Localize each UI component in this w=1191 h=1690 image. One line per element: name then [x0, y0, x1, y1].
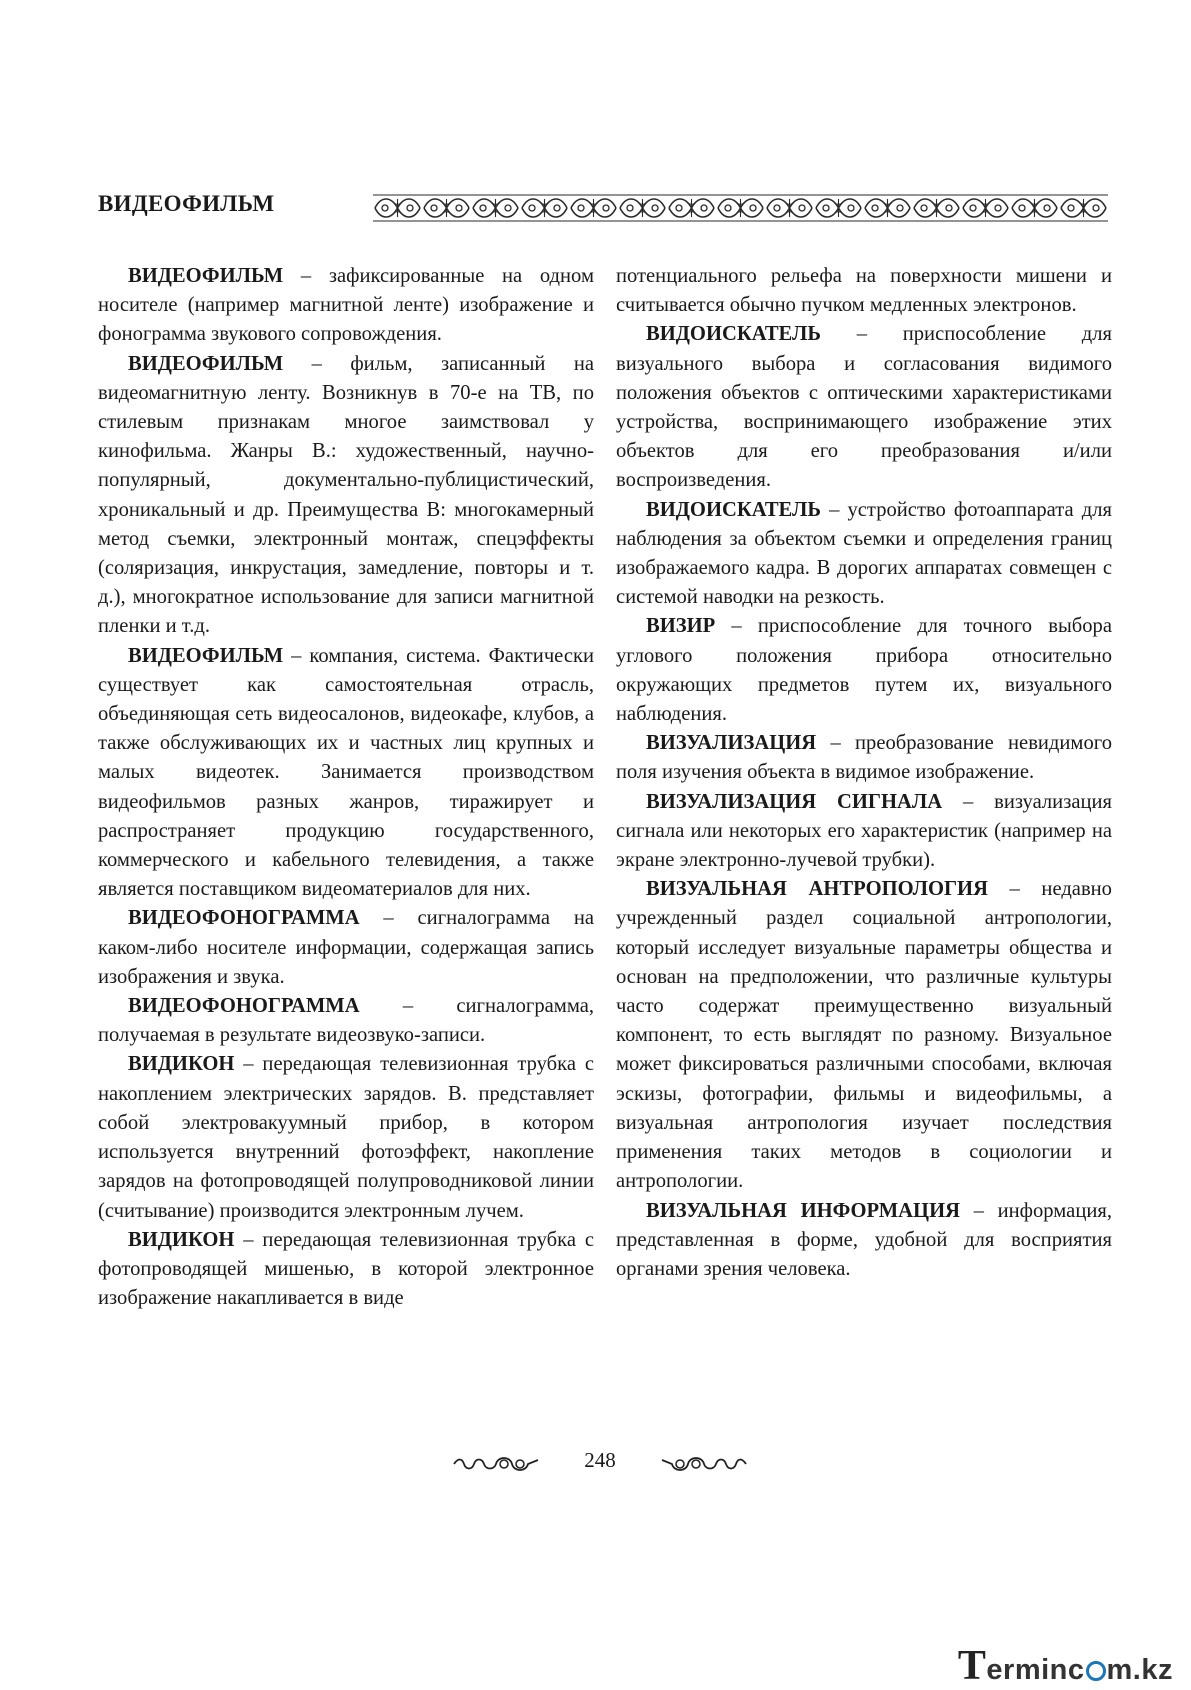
entry-term: ВИДИКОН [128, 1228, 235, 1251]
entry-term: ВИДОИСКАТЕЛЬ [646, 498, 821, 521]
entry-text: – приспособление для точного выбора углового положения прибора относительно окружающих предметов путем их, визуального наблюдения. [616, 615, 1112, 726]
entry-text: – компания, система. Фактически существует как самостоятельная отрасль, объединяющая сеть видеосалонов, видеокафе, клубов, а также обслуживающих их и частных лиц крупных и малых видеотек. Занимается производством видеофильмов разных жанров, тиражирует и распространяет продукцию государственного, коммерческого и кабельного телевидения, а также является поставщиком видеоматериалов для них. [98, 644, 594, 901]
entry-term: ВИДЕОФИЛЬМ [128, 265, 284, 287]
entry [98, 1226, 594, 1314]
page-number: 248 [584, 1448, 616, 1472]
entry [98, 642, 594, 905]
entry [616, 1197, 1112, 1285]
entry-continuation: потенциального рельефа на поверхности мишени и считывается обычно пучком медленных электронов. [616, 265, 1112, 317]
entry-term: ВИДИКОН [128, 1053, 235, 1076]
watermark-text-end: m.kz [1106, 1654, 1173, 1686]
ornament-band [373, 193, 1108, 223]
entry-text: – преобразование невидимого поля изучения объекта в видимое изображение. [616, 732, 1112, 784]
entry-term: ВИЗУАЛИЗАЦИЯ СИГНАЛА [646, 790, 943, 813]
entry-term: ВИДЕОФОНОГРАММА [128, 907, 360, 930]
entry [616, 612, 1112, 729]
entry [616, 496, 1112, 613]
entry-text: – сигналограмма, получаемая в результате видеозвуко-записи. [98, 995, 594, 1047]
entry-term: ВИДЕОФИЛЬМ [128, 644, 284, 667]
entry-term: ВИЗИР [646, 615, 716, 638]
entry-term: ВИДЕОФОНОГРАММА [128, 995, 360, 1018]
watermark-o-icon [1086, 1661, 1106, 1681]
entry [616, 320, 1112, 495]
entry [98, 262, 594, 350]
watermark-logo [958, 1642, 1173, 1690]
entry-text: – зафиксированные на одном носителе (например магнитной ленте) изображение и фонограмма звукового сопровождения. [98, 265, 594, 346]
entry [98, 992, 594, 1050]
entry [616, 875, 1112, 1196]
right-column [616, 262, 1112, 1284]
entry-text: – фильм, записанный на видеомагнитную ленту. Возникнув в 70-е на ТВ, по стилевым признакам многое заимствовал у кинофильма. Жанры В.: художественный, научно-популярный, документально-публицистический, хроникальный и др. Преимущества В: многокамерный метод съемки, электронный монтаж, спецэффекты (соляризация, инкрустация, замедление, повторы и т. д.), многократное использование для записи магнитной пленки и т.д. [98, 352, 594, 638]
entry [98, 350, 594, 642]
entry [616, 788, 1112, 876]
running-title: ВИДЕОФИЛЬМ [98, 191, 275, 216]
entry-term: ВИЗУАЛЬНАЯ ИНФОРМАЦИЯ [646, 1199, 960, 1222]
entry-text: – сигналограмма на каком-либо носителе информации, содержащая запись изображения и звука. [98, 907, 594, 988]
footer-ornament-left [452, 1452, 540, 1476]
entry-text: – визуализация сигнала или некоторых его характеристик (например на экране электронно-лучевой трубки). [616, 790, 1112, 872]
entry-term: ВИДЕОФИЛЬМ [128, 352, 284, 375]
entry-text: – приспособление для визуального выбора и согласования видимого положения объектов с оптическими характеристиками устройства, воспринимающего изображение этих объектов для его преобразования и/или воспроизведения. [616, 323, 1112, 492]
entry [616, 729, 1112, 787]
entry-term: ВИЗУАЛИЗАЦИЯ [646, 732, 817, 755]
entry-text: – информация, представленная в форме, удобной для восприятия органами зрения человека. [616, 1199, 1112, 1280]
entry-text: – недавно учрежденный раздел социальной антропологии, который исследует визуальные параметры общества и основан на предположении, что различные культуры часто содержат преимущественно визуальный компонент, то есть выглядят по разному. Визуальное может фиксироваться различными способами, включая эскизы, фотографии, фильмы и видеофильмы, а визуальная антропология изучает последствия применения таких методов в социологии и антропологии. [616, 878, 1112, 1193]
entry-text: – передающая телевизионная трубка с накоплением электрических зарядов. В. представляет собой электровакуумный прибор, в котором используется внутренний фотоэффект, накопление зарядов на фотопроводящей полупроводниковой линии (считывание) производится электронным лучем. [98, 1053, 594, 1222]
watermark-text-start: erminc [986, 1654, 1085, 1686]
entry-text: – устройство фотоаппарата для наблюдения за объектом съемки и определения границ изображаемого кадра. В дорогих аппаратах совмещен с системой наводки на резкость. [616, 498, 1112, 609]
entry-term: ВИДОИСКАТЕЛЬ [646, 323, 821, 346]
watermark-initial: T [957, 1643, 987, 1689]
entry [98, 904, 594, 992]
footer-ornament-right [660, 1452, 748, 1476]
entry [98, 1050, 594, 1225]
entry-term: ВИЗУАЛЬНАЯ АНТРОПОЛОГИЯ [646, 878, 988, 901]
left-column [98, 262, 594, 1313]
entry-text: – передающая телевизионная трубка с фотопроводящей мишенью, в которой электронное изображение накапливается в виде [98, 1228, 594, 1310]
